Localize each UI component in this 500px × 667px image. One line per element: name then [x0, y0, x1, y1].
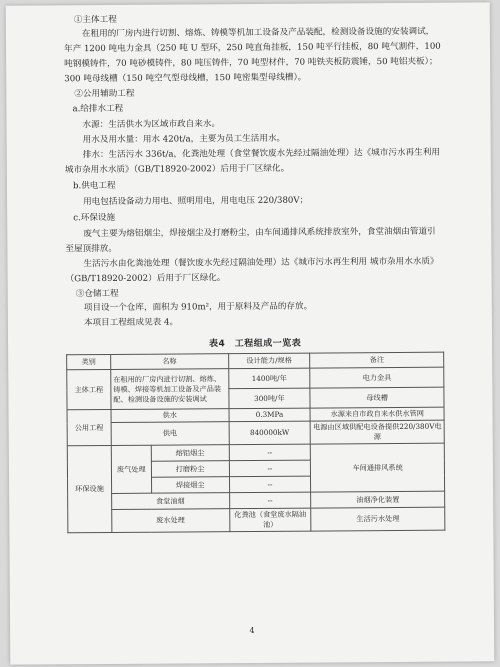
main-project-paragraph: 在租用的厂房内进行切割、熔炼、铸模等机加工设备及产品装配，检测设备设施的安装调试，年产 1200 吨电力金具（250 吨 U 型环，250 吨直角挂板，150 吨平行挂板，80 吨气割件，100 吨钢模铸件，70 吨砂模铸件，80 吨压铸件，70 吨型材件，70 吨铁夹板防震锤，50 吨铝夹板）；300 吨母线槽（150 吨空气型母线槽，150 吨密集型母线槽）。 — [63, 26, 441, 85]
table-row — [67, 420, 444, 446]
fume-name-cell: 食堂油烟 — [111, 493, 229, 510]
wastewater-name-cell: 废水处理 — [112, 509, 230, 533]
storage-heading: ③仓储工程 — [75, 288, 119, 300]
power-note-cell: 电源由区域供配电设备提供220/380V电源 — [310, 420, 444, 444]
header-note: 备注 — [310, 352, 444, 368]
gas-item-3: 焊接烟尘 — [151, 477, 229, 494]
power-text: 用电包括设备动力用电、照明用电，用电电压 220/380V； — [83, 195, 309, 208]
main-project-heading: ①主体工程 — [73, 14, 117, 26]
water-capacity-cell: 0.3MPa — [229, 408, 311, 422]
header-category: 类别 — [67, 354, 111, 369]
main-capacity-1: 1400吨/年 — [228, 368, 310, 389]
gas-item-1-capacity: -- — [229, 444, 311, 461]
power-name-cell: 供电 — [111, 422, 229, 446]
gas-item-2: 打磨粉尘 — [151, 461, 229, 478]
gas-group-cell: 废气处理 — [111, 445, 151, 493]
drainage-text: 排水：生活污水 336t/a，化粪池处理（食堂餐饮废水先经过隔油处理）达《城市污水再生利用 城市杂用水水质》（GB/T18920-2002）后用于厂区绿化。 — [64, 147, 440, 176]
env-water-text: 生活污水由化粪池处理（餐饮废水先经过隔油处理）达《城市污水再生利用 城市杂用水水质》（GB/T18920-2002）后用于厂区绿化。 — [65, 256, 439, 285]
gas-note-cell: 车间通排风系统 — [311, 443, 445, 492]
main-note-1: 电力金具 — [310, 367, 444, 388]
storage-text: 项目设一个仓库，面积为 910m²，用于原料及产品的存放。 — [83, 301, 313, 314]
gas-item-2-capacity: -- — [229, 460, 311, 477]
fume-capacity-cell: -- — [229, 492, 311, 509]
main-note-2: 母线槽 — [310, 387, 444, 408]
table-caption: 表4 工程组成一览表 — [208, 338, 302, 350]
page-content — [64, 11, 446, 534]
public-works-heading: ②公用辅助工程 — [74, 88, 135, 100]
water-name-cell: 供水 — [111, 409, 229, 423]
water-heading: a.给排水工程 — [72, 103, 124, 115]
wastewater-capacity-cell: 化粪池（食堂废水隔油池） — [229, 508, 311, 532]
summary-text: 本项目工程组成见表 4。 — [83, 317, 179, 329]
header-name: 名称 — [111, 354, 229, 370]
table-row — [67, 367, 444, 390]
water-note-cell: 水源来自市政自来水供水管网 — [310, 407, 444, 421]
wastewater-note-cell: 生活污水处理 — [311, 507, 445, 531]
env-heading: c.环保设施 — [73, 212, 116, 224]
main-name-cell: 在租用的厂房内进行切割、熔炼、铸模、焊接等机加工设备及产品装配、检测设备设施的安装调试 — [111, 369, 229, 410]
water-source-text: 水源：生活供水为区域市政自来水。 — [82, 119, 221, 131]
power-capacity-cell: 840000kW — [229, 421, 311, 445]
document-page — [6, 2, 495, 664]
gas-item-1: 熔铝烟尘 — [151, 445, 229, 462]
main-category-cell: 主体工程 — [67, 369, 111, 409]
table-row — [68, 507, 445, 533]
page-number: 4 — [249, 625, 255, 636]
table-row — [67, 443, 444, 462]
public-category-cell: 公用工程 — [67, 409, 111, 445]
fume-note-cell: 油烟净化装置 — [311, 491, 445, 508]
main-capacity-2: 300吨/年 — [228, 388, 310, 409]
env-gas-text: 废气主要为熔铝烟尘，焊接烟尘及打磨粉尘，由车间通排风系统排放室外，食堂油烟由管道引至屋顶排放。 — [65, 226, 436, 255]
water-usage-text: 用水及用水量：用水 420t/a，主要为员工生活用水。 — [82, 133, 286, 146]
power-heading: b.供电工程 — [72, 180, 116, 192]
header-capacity: 设计能力/规格 — [228, 353, 310, 369]
project-composition-table — [66, 352, 445, 534]
gas-item-3-capacity: -- — [229, 476, 311, 493]
env-category-cell: 环保设施 — [67, 445, 111, 532]
